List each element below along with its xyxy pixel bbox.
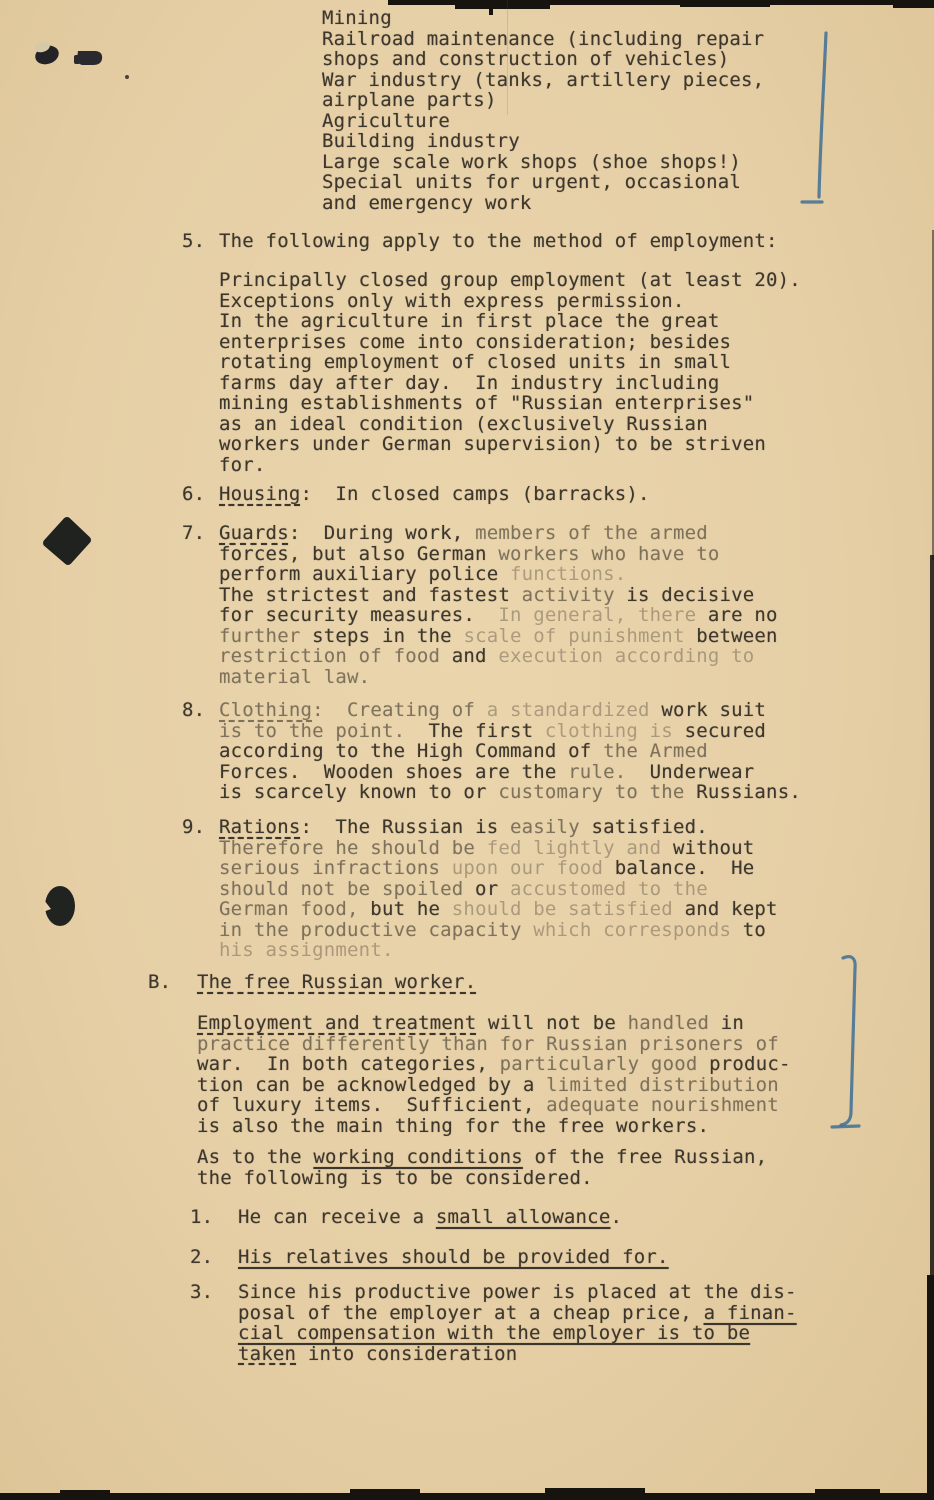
text-line: Since his productive power is placed at the dis-	[238, 1281, 797, 1303]
text-line: War industry (tanks, artillery pieces,	[322, 68, 765, 91]
text-line: Agriculture	[322, 109, 451, 132]
item-6-housing-number: 6.	[182, 483, 206, 505]
text-line: and emergency work	[322, 191, 532, 214]
item-5-heading	[182, 230, 778, 252]
hole-punch-top	[47, 521, 87, 561]
text-line: Large scale work shops (shoe shops!)	[322, 150, 742, 173]
page-top-edge-blotch	[893, 0, 934, 8]
item-8-clothing	[182, 699, 801, 803]
text-line: Forces. Wooden shoes are the rule. Underwear	[219, 760, 755, 783]
text-line: for.	[219, 453, 266, 476]
text-line: is scarcely known to or customary to the Russians.	[219, 781, 801, 803]
text-line: posal of the employer at a cheap price, a finan-	[238, 1301, 797, 1324]
text-line: rotating employment of closed units in small	[219, 351, 732, 373]
text-line: his assignment.	[219, 939, 394, 961]
page-bottom-edge-blotch	[815, 1489, 880, 1494]
text-line: Principally closed group employment (at least 20).	[219, 269, 801, 291]
item-1-allowance	[190, 1206, 623, 1228]
text-line: according to the High Command of the Armed	[219, 740, 708, 762]
text-line: war. In both categories, particularly good produc-	[197, 1053, 791, 1075]
text-line: is to the point. The first clothing is secured	[219, 719, 767, 742]
item-9-rations	[182, 816, 778, 961]
text-line: forces, but also German workers who have to	[219, 542, 720, 565]
text-line: Rations: The Russian is easily satisfied.	[219, 816, 708, 838]
item-2-relatives-number: 2.	[190, 1246, 214, 1268]
ink-speck	[125, 75, 129, 79]
text-line: is also the main thing for the free workers.	[197, 1114, 710, 1137]
text-line: German food, but he should be satisfied and kept	[219, 898, 778, 920]
text-line: The following apply to the method of employment:	[219, 230, 778, 252]
text-line: should not be spoiled or accustomed to the	[219, 877, 708, 900]
text-line: Housing: In closed camps (barracks).	[219, 483, 650, 505]
blue-margin-bracket-b	[841, 957, 855, 1125]
text-line: mining establishments of "Russian enterprises"	[219, 392, 755, 414]
hole-punch-bottom	[45, 886, 75, 926]
text-line: He can receive a small allowance.	[238, 1206, 623, 1228]
text-line: shops and construction of vehicles)	[322, 48, 730, 70]
text-line: Employment and treatment will not be handled in	[197, 1012, 745, 1034]
text-line: Railroad maintenance (including repair	[322, 27, 765, 50]
text-line: farms day after day. In industry including	[219, 371, 720, 394]
page-top-edge-blotch	[680, 0, 770, 7]
item-8-clothing-number: 8.	[182, 699, 206, 721]
text-line: further steps in the scale of punishment between	[219, 624, 778, 647]
ink-blot-top-left-2	[74, 51, 102, 65]
item-9-rations-number: 9.	[182, 816, 206, 838]
text-line: Therefore he should be fed lightly and without	[219, 836, 755, 859]
page-bottom-edge	[0, 1493, 934, 1500]
blue-margin-bracket-b-foot	[832, 1126, 859, 1127]
text-line: material law.	[219, 665, 371, 688]
section-b-para-1	[197, 1013, 791, 1136]
text-line: Guards: During work, members of the armed	[219, 522, 708, 544]
text-line: restriction of food and execution according to	[219, 645, 755, 667]
text-line: Building industry	[322, 130, 520, 152]
text-line: for security measures. In general, there are no	[219, 604, 778, 626]
item-5-body	[219, 270, 801, 475]
text-line: Clothing: Creating of a standardized work suit	[219, 699, 767, 721]
page-bottom-edge-blotch	[350, 1489, 420, 1494]
text-line: as an ideal condition (exclusively Russian	[219, 412, 708, 435]
page-bottom-edge-blotch	[545, 1488, 645, 1494]
page-right-edge	[927, 1275, 934, 1500]
item-3-compensation-number: 3.	[190, 1281, 214, 1303]
text-line: in the productive capacity which corresponds to	[219, 918, 767, 941]
text-line: In the agriculture in first place the great	[219, 310, 720, 332]
section-b-heading	[148, 971, 477, 993]
text-line: practice differently than for Russian prisoners of	[197, 1032, 779, 1055]
item-7-guards-number: 7.	[182, 522, 206, 544]
item-3-compensation	[190, 1281, 797, 1365]
text-line: perform auxiliary police functions.	[219, 563, 627, 585]
text-line: Special units for urgent, occasional	[322, 171, 742, 193]
text-line: tion can be acknowledged by a limited distribution	[197, 1073, 779, 1096]
text-line: airplane parts)	[322, 89, 497, 111]
text-line: the following is to be considered.	[197, 1166, 593, 1189]
text-line: taken into consideration	[238, 1342, 518, 1365]
work-categories-list	[322, 8, 764, 213]
text-line: cial compensation with the employer is to be	[238, 1322, 751, 1344]
hole-punch-nick	[43, 900, 51, 912]
section-b-heading-number: B.	[148, 971, 172, 993]
ink-blot-top-left	[33, 40, 61, 67]
text-line: Exceptions only with express permission.	[219, 289, 685, 312]
item-1-allowance-number: 1.	[190, 1206, 214, 1228]
text-line: His relatives should be provided for.	[238, 1246, 669, 1268]
text-line: serious infractions upon our food balance. He	[219, 857, 755, 879]
blue-margin-line-top	[819, 33, 826, 197]
text-line: workers under German supervision) to be striven	[219, 433, 767, 455]
text-line: Mining	[322, 7, 392, 29]
item-7-guards	[182, 522, 778, 688]
item-5-heading-number: 5.	[182, 230, 206, 252]
section-b-para-2	[197, 1147, 767, 1188]
text-line: The strictest and fastest activity is decisive	[219, 583, 755, 606]
text-line: enterprises come into consideration; besides	[219, 330, 732, 353]
text-line: of luxury items. Sufficient, adequate nourishment	[197, 1094, 779, 1116]
item-2-relatives	[190, 1246, 669, 1268]
page-bottom-edge-blotch	[60, 1490, 110, 1494]
item-6-housing	[182, 483, 650, 505]
text-line: As to the working conditions of the free Russian,	[197, 1146, 768, 1168]
text-line: The free Russian worker.	[197, 971, 477, 993]
